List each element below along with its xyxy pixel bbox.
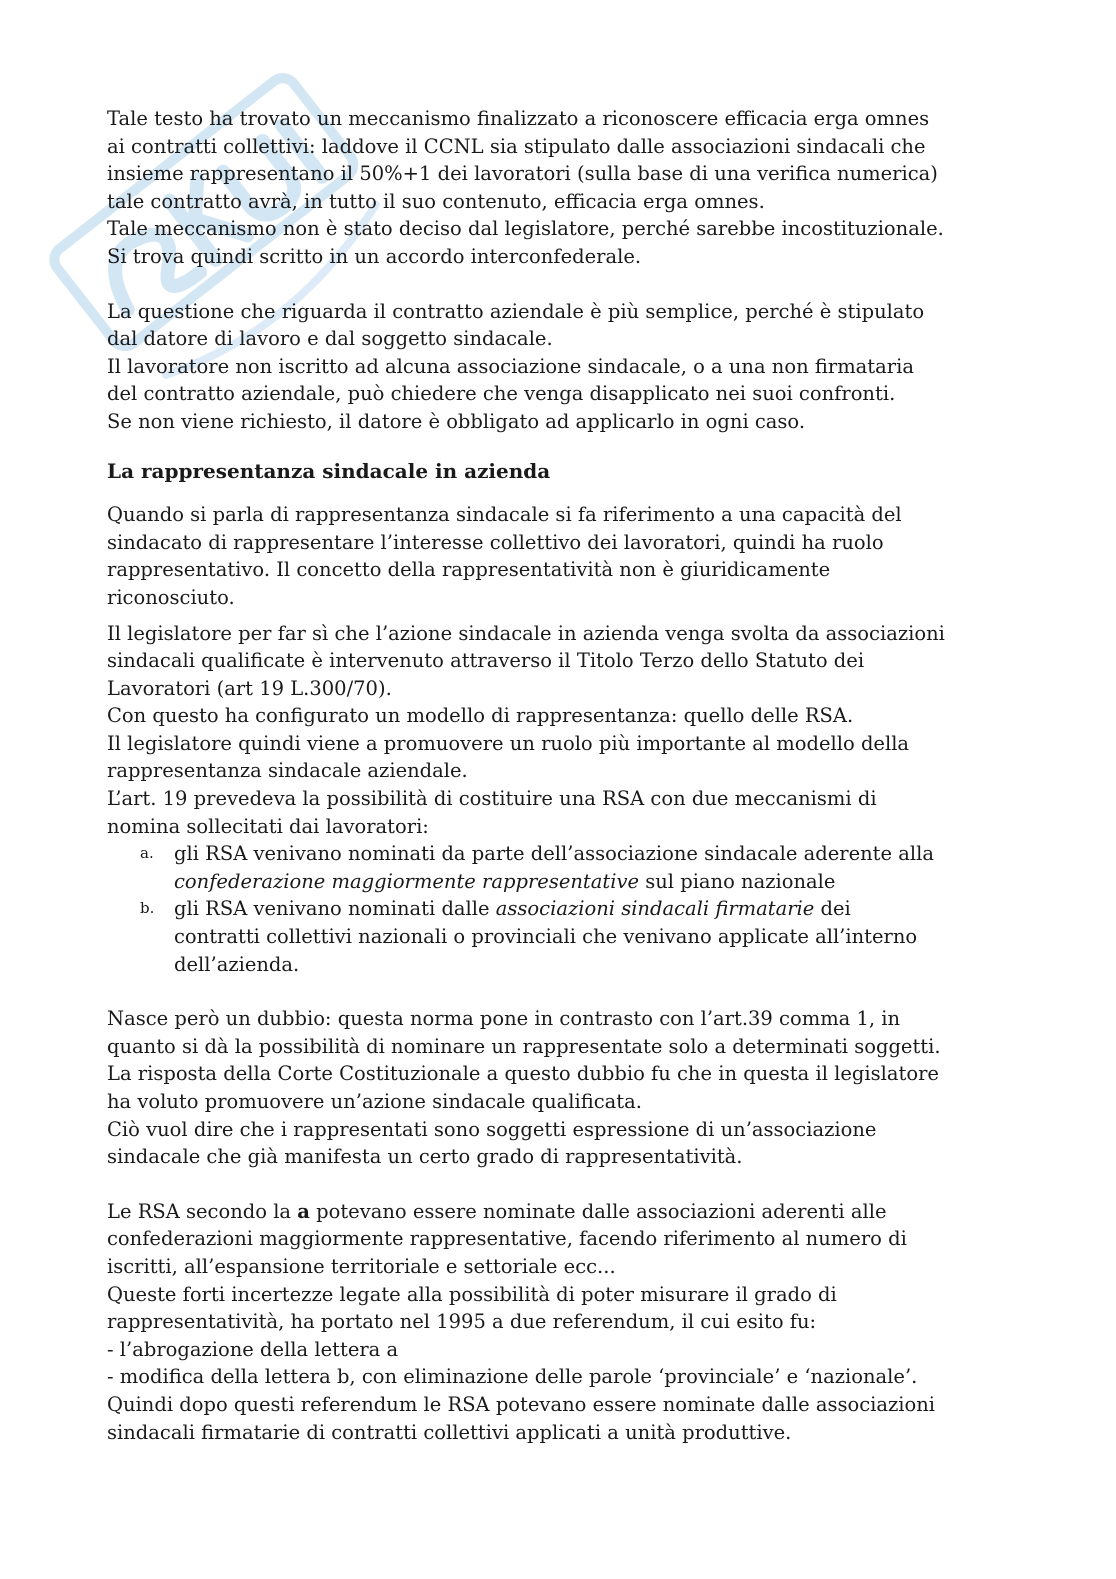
text-line: La questione che riguarda il contratto aziendale è più semplice, perché è stipulato: [107, 299, 925, 323]
text-line: rappresentativo. Il concetto della rappresentatività non è giuridicamente: [107, 558, 831, 582]
text-line: Si trova quindi scritto in un accordo interconfederale.: [107, 244, 642, 268]
text-fragment: sul piano nazionale: [639, 869, 836, 893]
text-line: [174, 895, 1007, 923]
text-fragment: gli RSA venivano nominati dalle: [174, 897, 496, 921]
text-line: del contratto aziendale, può chiedere che venga disapplicato nei suoi confronti.: [107, 382, 896, 406]
text-line: riconosciuto.: [107, 585, 235, 609]
text-line: dal datore di lavoro e dal soggetto sindacale.: [107, 327, 553, 351]
text-line: Se non viene richiesto, il datore è obbligato ad applicarlo in ogni caso.: [107, 409, 806, 433]
text-line: ai contratti collettivi: laddove il CCNL sia stipulato dalle associazioni sindacali che: [107, 134, 926, 158]
text-line: rappresentanza sindacale aziendale.: [107, 759, 468, 783]
rsa-nomination-list: [107, 840, 1007, 978]
text-fragment: Le RSA secondo la: [107, 1199, 298, 1223]
text-line: Tale meccanismo non è stato deciso dal legislatore, perché sarebbe incostituzionale.: [107, 217, 944, 241]
text-line: insieme rappresentano il 50%+1 dei lavoratori (sulla base di una verifica numerica): [107, 162, 938, 186]
text-line: Quando si parla di rappresentanza sindacale si fa riferimento a una capacità del: [107, 503, 902, 527]
text-line: sindacale che già manifesta un certo grado di rappresentatività.: [107, 1145, 743, 1169]
text-line: Il lavoratore non iscritto ad alcuna associazione sindacale, o a una non firmataria: [107, 354, 914, 378]
emphasis-text: associazioni sindacali firmatarie: [495, 897, 815, 921]
text-line: [174, 868, 1007, 896]
text-line: Con questo ha configurato un modello di rappresentanza: quello delle RSA.: [107, 704, 854, 728]
text-line: Queste forti incertezze legate alla possibilità di poter misurare il grado di: [107, 1282, 837, 1306]
paragraph-erga-omnes: [107, 105, 1007, 271]
text-line: [107, 1198, 1007, 1226]
text-line: rappresentatività, ha portato nel 1995 a due referendum, il cui esito fu:: [107, 1310, 817, 1334]
paragraph-rappresentanza: [107, 501, 1007, 611]
document-page: [107, 105, 1007, 1446]
text-line: Nasce però un dubbio: questa norma pone in contrasto con l’art.39 comma 1, in: [107, 1007, 901, 1031]
paragraph-legislatore: [107, 620, 1007, 841]
text-fragment: potevano essere nominate dalle associazioni aderenti alle: [309, 1199, 887, 1223]
text-line: - modifica della lettera b, con eliminazione delle parole ‘provinciale’ e ‘nazionale’.: [107, 1365, 918, 1389]
paragraph-contratto-aziendale: [107, 298, 1007, 436]
text-line: dell’azienda.: [174, 952, 300, 976]
text-line: - l’abrogazione della lettera a: [107, 1337, 399, 1361]
text-line: Il legislatore per far sì che l’azione sindacale in azienda venga svolta da associazioni: [107, 621, 945, 645]
list-item-b: [107, 895, 1007, 978]
text-line: gli RSA venivano nominati da parte dell’associazione sindacale aderente alla: [174, 842, 934, 866]
text-line: tale contratto avrà, in tutto il suo contenuto, efficacia erga omnes.: [107, 189, 765, 213]
text-line: contratti collettivi nazionali o provinciali che venivano applicate all’interno: [174, 925, 918, 949]
list-item-a: [107, 840, 1007, 895]
text-line: confederazioni maggiormente rappresentative, facendo riferimento al numero di: [107, 1227, 907, 1251]
text-line: Quindi dopo questi referendum le RSA potevano essere nominate dalle associazioni: [107, 1392, 936, 1416]
text-line: sindacato di rappresentare l’interesse collettivo dei lavoratori, quindi ha ruolo: [107, 530, 884, 554]
text-line: sindacali qualificate è intervenuto attraverso il Titolo Terzo dello Statuto dei: [107, 649, 865, 673]
text-line: La risposta della Corte Costituzionale a questo dubbio fu che in questa il legislatore: [107, 1062, 939, 1086]
section-heading: La rappresentanza sindacale in azienda: [107, 458, 551, 483]
emphasis-text: confederazione maggiormente rappresentative: [174, 869, 640, 893]
text-fragment: dei: [814, 897, 851, 921]
list-marker: b.: [140, 899, 155, 918]
text-line: iscritti, all’espansione territoriale e settoriale ecc...: [107, 1254, 616, 1278]
text-line: sindacali firmatarie di contratti collettivi applicati a unità produttive.: [107, 1420, 792, 1444]
text-line: Ciò vuol dire che i rappresentati sono soggetti espressione di un’associazione: [107, 1117, 877, 1141]
paragraph-dubbio: [107, 1005, 1007, 1171]
text-line: Lavoratori (art 19 L.300/70).: [107, 676, 392, 700]
list-marker: a.: [140, 844, 154, 863]
text-line: Il legislatore quindi viene a promuovere un ruolo più importante al modello della: [107, 731, 910, 755]
text-line: L’art. 19 prevedeva la possibilità di costituire una RSA con due meccanismi di: [107, 787, 877, 811]
bold-text: a: [297, 1199, 310, 1223]
text-line: nomina sollecitati dai lavoratori:: [107, 814, 429, 838]
text-line: quanto si dà la possibilità di nominare un rappresentate solo a determinati soggetti.: [107, 1034, 941, 1058]
text-line: Tale testo ha trovato un meccanismo finalizzato a riconoscere efficacia erga omnes: [107, 107, 930, 130]
paragraph-referendum: [107, 1198, 1007, 1446]
text-line: ha voluto promuovere un’azione sindacale qualificata.: [107, 1090, 642, 1113]
